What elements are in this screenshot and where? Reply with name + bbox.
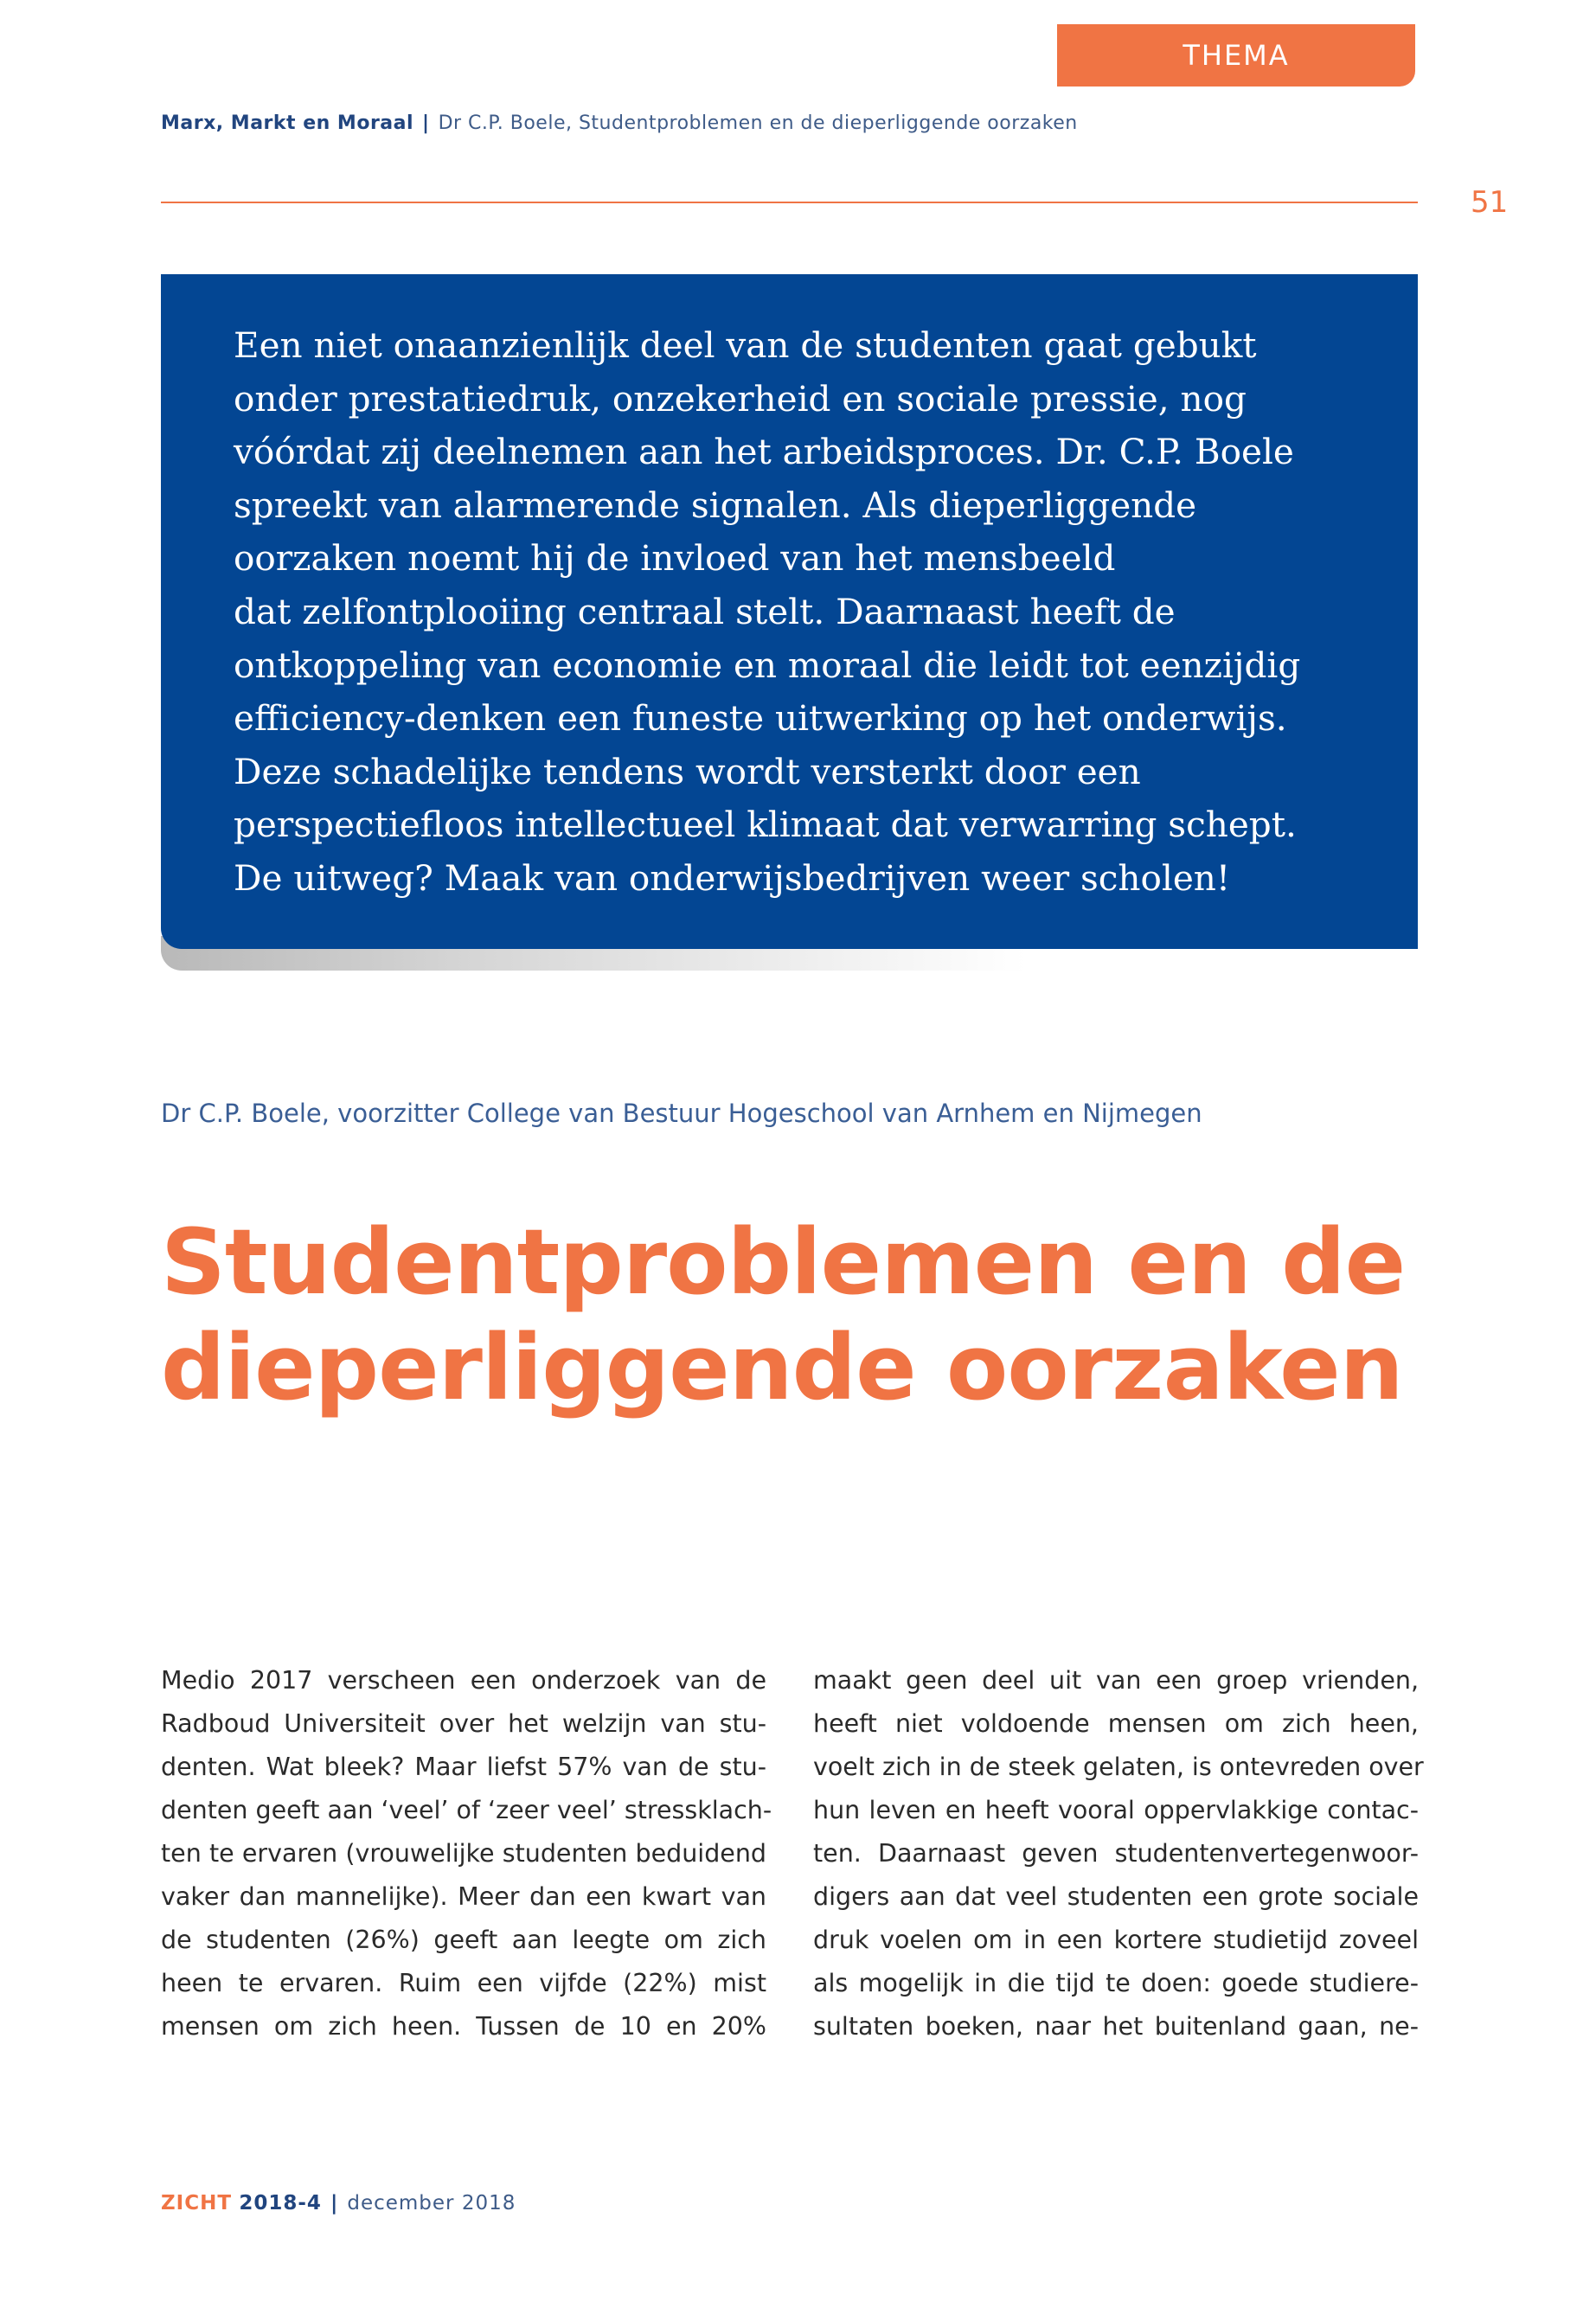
header-separator: | [422,112,430,134]
article-headline [161,1209,1405,1420]
headline-line: dieperliggende oorzaken [161,1315,1403,1420]
body-line: heen te ervaren. Ruim een vijfde (22%) mist [161,1969,766,1997]
body-line: sultaten boeken, naar het buitenland gaan, ne- [813,2012,1419,2041]
intro-text [234,319,1366,906]
intro-line: ontkoppeling van economie en moraal die leidt tot eenzijdig [234,644,1301,686]
body-column-left [161,1659,772,2048]
intro-line: Een niet onaanzienlijk deel van de studenten gaat gebukt [234,324,1257,366]
body-line: ten. Daarnaast geven studentenvertegenwoor- [813,1839,1419,1868]
body-line: als mogelijk in die tijd te doen: goede studiere- [813,1969,1419,1997]
body-line: mensen om zich heen. Tussen de 10 en 20% [161,2012,766,2041]
series-title: Marx, Markt en Moraal [161,112,414,134]
intro-line: onder prestatiedruk, onzekerheid en sociale pressie, nog [234,377,1247,420]
body-line: hun leven en heeft vooral oppervlakkige contac- [813,1796,1419,1824]
body-line: ten te ervaren (vrouwelijke studenten beduidend [161,1839,766,1868]
body-line: heeft niet voldoende mensen om zich heen, [813,1709,1419,1738]
intro-line: oorzaken noemt hij de invloed van het mensbeeld [234,537,1116,580]
intro-line: De uitweg? Maak van onderwijsbedrijven weer scholen! [234,856,1231,899]
intro-line: Deze schadelijke tendens wordt versterkt door een [234,750,1141,792]
body-line: Medio 2017 verscheen een onderzoek van de [161,1666,766,1695]
intro-line: efficiency-denken een funeste uitwerking op het onderwijs. [234,697,1287,740]
intro-box [161,274,1418,949]
intro-line: vóórdat zij deelnemen aan het arbeidsproces. Dr. C.P. Boele [234,431,1294,473]
body-line: maakt geen deel uit van een groep vrienden, [813,1666,1419,1695]
body-line: de studenten (26%) geeft aan leegte om zich [161,1926,766,1954]
magazine-name: ZICHT [161,2192,233,2214]
page-number: 51 [1471,185,1509,220]
issue-number: 2018-4 [239,2192,322,2214]
body-line: denten. Wat bleek? Maar liefst 57% van de stu- [161,1753,766,1781]
body-line: Radboud Universiteit over het welzijn van stu- [161,1709,766,1738]
body-line: voelt zich in de steek gelaten, is ontevreden over [813,1753,1424,1781]
body-line: denten geeft aan ‘veel’ of ‘zeer veel’ stressklach- [161,1796,772,1824]
author-byline: Dr C.P. Boele, voorzitter College van Bestuur Hogeschool van Arnhem en Nijmegen [161,1099,1202,1128]
body-line: vaker dan mannelijke). Meer dan een kwart van [161,1882,766,1911]
running-header [161,112,1078,134]
intro-line: spreekt van alarmerende signalen. Als dieperliggende [234,484,1197,526]
header-rule [161,202,1418,203]
page-footer [161,2192,516,2214]
body-column-right [813,1659,1424,2048]
body-line: digers aan dat veel studenten een grote sociale [813,1882,1419,1911]
headline-line: Studentproblemen en de [161,1209,1406,1315]
issue-date: december 2018 [347,2192,516,2214]
intro-line: dat zelfontplooiing centraal stelt. Daarnaast heeft de [234,590,1176,632]
footer-separator: | [330,2192,339,2214]
section-tab-thema: THEMA [1057,24,1415,87]
article-reference: Dr C.P. Boele, Studentproblemen en de dieperliggende oorzaken [438,112,1078,134]
intro-line: perspectiefloos intellectueel klimaat dat verwarring schept. [234,804,1297,846]
body-line: druk voelen om in een kortere studietijd zoveel [813,1926,1419,1954]
